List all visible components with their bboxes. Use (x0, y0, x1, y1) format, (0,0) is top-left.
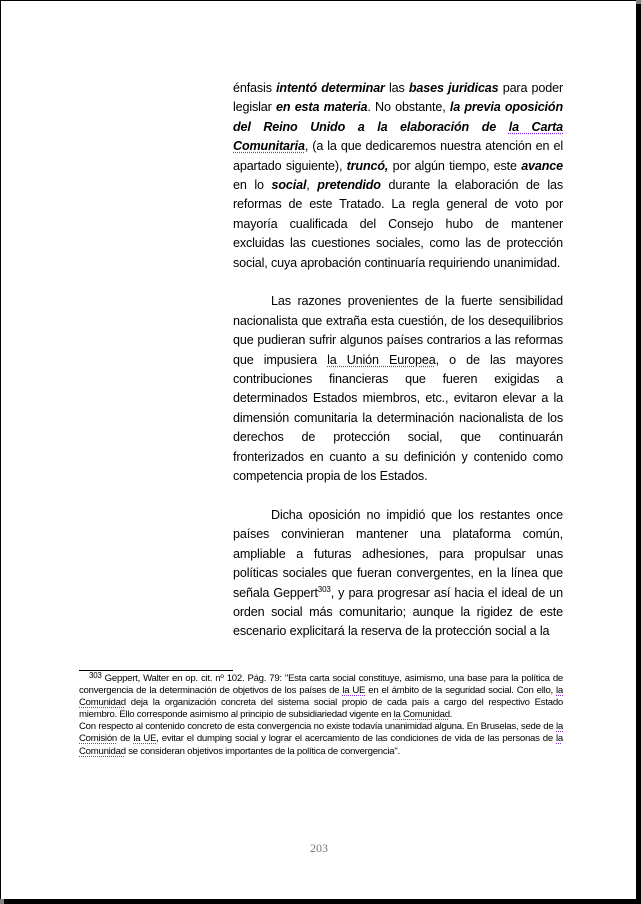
text-run: énfasis (233, 81, 277, 95)
footnote-separator (79, 670, 233, 671)
body-text (233, 79, 563, 661)
hyperlink-text[interactable]: la Comunidad (79, 733, 563, 757)
hyperlink-text[interactable]: la Comunidad (393, 709, 450, 721)
emphasis-text: bases juridicas (408, 81, 499, 95)
text-run: , (306, 178, 318, 193)
emphasis-text: truncó, (346, 158, 389, 173)
text-run: se consideran objetivos importantes de la política de convergencia". (125, 745, 400, 757)
footnote-paragraph (79, 673, 563, 721)
hyperlink-text[interactable]: la Unión Europea (327, 352, 436, 367)
hyperlink-text[interactable]: la UE (133, 733, 157, 745)
text-run: en el ámbito de la seguridad social. Con ello, (365, 685, 557, 697)
footnote-reference[interactable]: 303 (317, 584, 331, 594)
page-shadow-bottom (4, 899, 641, 904)
body-paragraph (233, 292, 563, 486)
footnote (79, 673, 563, 758)
text-run: , evitar el dumping social y lograr el acercamiento de las condiciones de vida de las personas de (156, 733, 557, 745)
text-run: . No obstante, (367, 100, 450, 115)
page-shadow-right (636, 4, 641, 904)
hyperlink-text[interactable]: la Carta Comunitaria (233, 119, 564, 154)
emphasis-text: pretendido (317, 178, 381, 193)
text-run: Geppert, Walter en op. cit. nº 102. Pág. 79: "Esta carta social constituye, asimismo, una base para la política de convergencia de la determinación de objetivos de los países de (79, 673, 563, 697)
text-run: . (449, 709, 453, 721)
emphasis-text: la previa oposición del Reino Unido a la elaboración de (233, 100, 563, 134)
emphasis-text: en esta materia (276, 100, 368, 115)
footnote-paragraph (79, 721, 563, 757)
page-number: 203 (310, 841, 328, 855)
emphasis-text: avance (521, 158, 564, 173)
text-run: Con respecto al contenido concreto de esta convergencia no existe todavía unanimidad alguna. En Bruselas, sede de (79, 721, 557, 733)
text-run: Dicha oposición no impidió que los restantes once países convinieran mantener una plataforma común, ampliable a futuras adhesiones, para propulsar unas políticas sociales que fueran convergentes, en la línea que señala Geppert (233, 507, 563, 600)
text-run: Las razones provenientes de la fuerte sensibilidad nacionalista que extraña esta cuestión, de los desequilibrios que pudieran sufrir algunos países contrarios a las reformas que impusiera (233, 294, 563, 367)
hyperlink-text[interactable]: la UE (342, 685, 366, 697)
text-run: deja la organización concreta del sistema social propio de cada país a cargo del respectivo Estado miembro. Ello corresponde asimismo al principio de subsidiariedad vigente en (79, 697, 563, 721)
text-run: por algún tiempo, este (388, 158, 522, 173)
footnote-number: 303 (89, 671, 102, 680)
text-run: , (a la que dedicaremos nuestra atención en el apartado siguiente), (233, 139, 563, 173)
text-run: , y para progresar así hacia el ideal de un orden social más comunitario; aunque la rigidez de este escenario explicitará la reserva de la protección social a la (233, 585, 563, 639)
hyperlink-text[interactable]: la Comunidad (79, 685, 563, 709)
text-run: durante la elaboración de las reformas de este Tratado. La regla general de voto por mayoría cualificada del Consejo hubo de mantener excluidas las cuestiones sociales, como las de protección social, cuya aprobación continuaría requiriendo unanimidad. (233, 178, 563, 270)
emphasis-text: intentó determinar (276, 81, 385, 95)
text-run: , o de las mayores contribuciones financieras que fueren exigidas a determinados Estados miembros, etc., evitaron elevar a la dimensión comunitaria la determinación nacionalista de los derechos de protección social, que continuarán fronterizados en cuanto a su definición y contenido como competencia propia de los Estados. (233, 352, 563, 484)
emphasis-text: social (271, 178, 307, 193)
text-run: las (384, 81, 409, 95)
text-run: de (117, 733, 134, 745)
hyperlink-text[interactable]: la Comisión (79, 721, 563, 745)
text-run: para poder legislar (233, 81, 564, 115)
body-paragraph (233, 506, 563, 642)
text-run: en lo (233, 178, 272, 193)
body-paragraph (233, 79, 563, 273)
